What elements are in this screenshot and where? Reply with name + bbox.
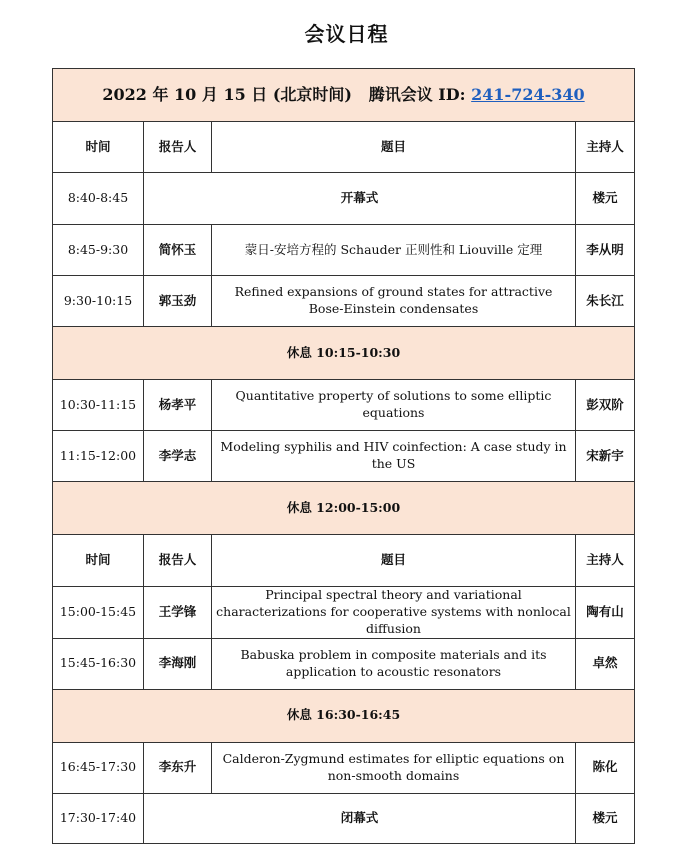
break-label: 休息 12:00-15:00 xyxy=(53,482,635,535)
table-row xyxy=(53,431,635,482)
host-cell: 彭双阶 xyxy=(576,380,635,431)
meeting-label: 腾讯会议 ID: xyxy=(368,85,472,105)
topic-cell: Refined expansions of ground states for attractive Bose-Einstein condensates xyxy=(212,276,576,327)
speaker-cell: 王学锋 xyxy=(144,587,212,639)
speaker-cell: 简怀玉 xyxy=(144,225,212,276)
column-header-row xyxy=(53,535,635,587)
break-row xyxy=(53,482,635,535)
time-cell: 8:40-8:45 xyxy=(53,173,144,225)
table-row xyxy=(53,276,635,327)
opening-row xyxy=(53,173,635,225)
break-row xyxy=(53,327,635,380)
col-host-header: 主持人 xyxy=(576,535,635,587)
meeting-id-link[interactable]: 241-724-340 xyxy=(471,85,585,105)
table-row xyxy=(53,638,635,689)
topic-cell: Principal spectral theory and variational characterizations for cooperative systems with nonlocal diffusion xyxy=(212,587,576,639)
host-cell: 卓然 xyxy=(576,638,635,689)
time-cell: 15:45-16:30 xyxy=(53,638,144,689)
time-cell: 8:45-9:30 xyxy=(53,225,144,276)
time-cell: 11:15-12:00 xyxy=(53,431,144,482)
host-cell: 陈化 xyxy=(576,742,635,793)
schedule-header xyxy=(53,69,635,122)
page-title: 会议日程 xyxy=(304,22,389,46)
closing-row xyxy=(53,793,635,843)
host-cell: 楼元 xyxy=(576,793,635,843)
opening-title: 开幕式 xyxy=(144,173,576,225)
host-cell: 宋新宇 xyxy=(576,431,635,482)
host-cell: 朱长江 xyxy=(576,276,635,327)
topic-cell: 蒙日-安培方程的 Schauder 正则性和 Liouville 定理 xyxy=(212,225,576,276)
col-speaker-header: 报告人 xyxy=(144,122,212,173)
host-cell: 陶有山 xyxy=(576,587,635,639)
col-time-header: 时间 xyxy=(53,535,144,587)
break-label: 休息 16:30-16:45 xyxy=(53,689,635,742)
col-speaker-header: 报告人 xyxy=(144,535,212,587)
break-row xyxy=(53,689,635,742)
topic-cell: Quantitative property of solutions to some elliptic equations xyxy=(212,380,576,431)
time-cell: 9:30-10:15 xyxy=(53,276,144,327)
speaker-cell: 李学志 xyxy=(144,431,212,482)
date-text: 2022 年 10 月 15 日 (北京时间) xyxy=(102,85,353,105)
speaker-cell: 李海刚 xyxy=(144,638,212,689)
speaker-cell: 杨孝平 xyxy=(144,380,212,431)
table-row xyxy=(53,380,635,431)
time-cell: 16:45-17:30 xyxy=(53,742,144,793)
topic-cell: Modeling syphilis and HIV coinfection: A case study in the US xyxy=(212,431,576,482)
col-topic-header: 题目 xyxy=(212,122,576,173)
time-cell: 15:00-15:45 xyxy=(53,587,144,639)
schedule-header-row xyxy=(53,69,635,122)
table-row xyxy=(53,225,635,276)
speaker-cell: 李东升 xyxy=(144,742,212,793)
closing-title: 闭幕式 xyxy=(144,793,576,843)
table-row xyxy=(53,742,635,793)
speaker-cell: 郭玉劲 xyxy=(144,276,212,327)
col-host-header: 主持人 xyxy=(576,122,635,173)
topic-cell: Calderon-Zygmund estimates for elliptic equations on non-smooth domains xyxy=(212,742,576,793)
table-row xyxy=(53,587,635,639)
host-cell: 李从明 xyxy=(576,225,635,276)
col-time-header: 时间 xyxy=(53,122,144,173)
schedule-table xyxy=(52,68,635,844)
col-topic-header: 题目 xyxy=(212,535,576,587)
break-label: 休息 10:15-10:30 xyxy=(53,327,635,380)
column-header-row xyxy=(53,122,635,173)
time-cell: 17:30-17:40 xyxy=(53,793,144,843)
time-cell: 10:30-11:15 xyxy=(53,380,144,431)
topic-cell: Babuska problem in composite materials and its application to acoustic resonators xyxy=(212,638,576,689)
host-cell: 楼元 xyxy=(576,173,635,225)
